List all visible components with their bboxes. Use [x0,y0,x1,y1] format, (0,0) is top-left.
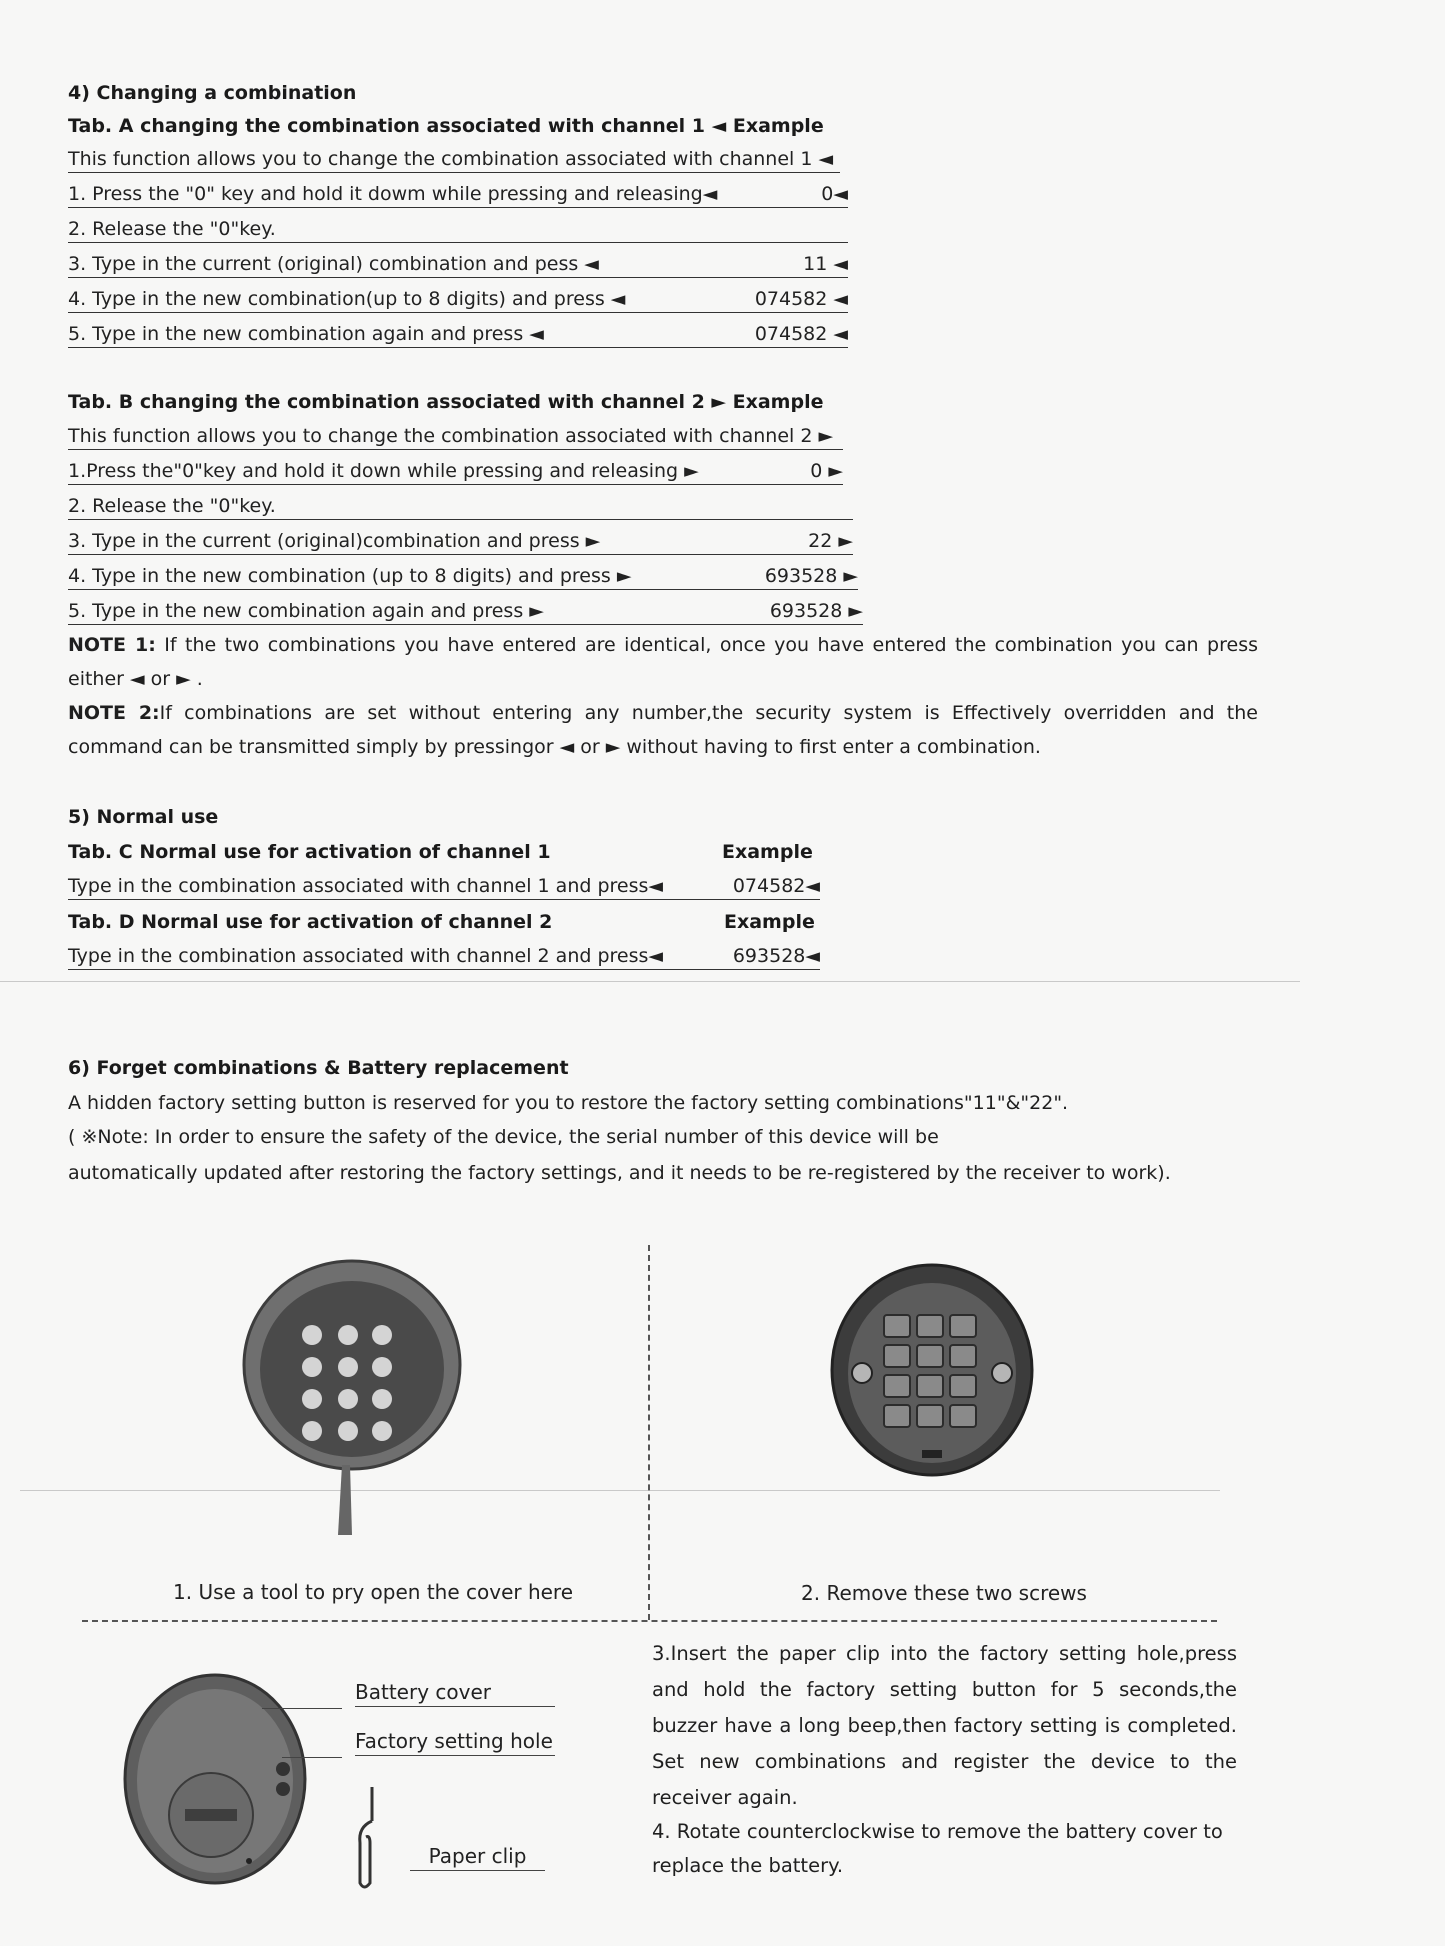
section-6-note-line-2: ( ※Note: In order to ensure the safety of the device, the serial number of this device will be [68,1126,939,1148]
page-fold-line [0,981,1300,982]
row-example: 0 ► [810,460,843,482]
note-1-text: If the two combinations you have entered are identical, once you have entered the combination you can press either ◄ or ► . [68,634,1258,690]
row-example: 0◄ [821,183,848,205]
row-example: 693528 ► [764,565,858,587]
row-text: 2. Release the "0"key. [68,495,276,517]
note-1 [68,628,1258,696]
row-text: 4. Type in the new combination (up to 8 digits) and press ► [68,565,632,587]
tab-d-row [68,944,820,970]
tab-a-row [68,217,848,243]
keypad-back-image [115,1665,315,1895]
figure-divider-horizontal [82,1620,1217,1622]
note-2-text: If combinations are set without entering any number,the security system is Effectively overridden and the command can be transmitted simply by pressingor ◄ or ► without having to first enter a combination. [68,702,1258,758]
row-text: 1. Press the "0" key and hold it dowm while pressing and releasing◄ [68,183,718,205]
tab-b-title: Tab. B changing the combination associated with channel 2 ► Example [68,391,824,413]
row-text: Type in the combination associated with channel 2 and press◄ [68,945,664,967]
tab-c-title: Tab. C Normal use for activation of channel 1 [68,841,551,863]
row-example: 693528 ► [769,600,863,622]
tab-a-row [68,182,848,208]
row-text: 3. Type in the current (original) combination and pess ◄ [68,253,599,275]
keypad-opened-image [822,1255,1042,1485]
keypad-front-image [230,1255,480,1545]
row-text: 2. Release the "0"key. [68,218,276,240]
step-3-text: 3.Insert the paper clip into the factory setting hole,press and hold the factory setting button for 5 seconds,the buzzer have a long beep,then factory setting is completed. Set new combinations and register the device to the receiver again. [652,1642,1237,1809]
row-text: 4. Type in the new combination(up to 8 digits) and press ◄ [68,288,626,310]
tab-a-row [68,252,848,278]
tab-d-example-header: Example [724,911,815,933]
tab-c-row [68,874,820,900]
row-example: 693528◄ [732,945,820,967]
section-6-title: 6) Forget combinations & Battery replacement [68,1057,569,1079]
row-text: 5. Type in the new combination again and press ► [68,600,544,622]
tab-a-row [68,322,848,348]
battery-cover-leader-line [262,1708,342,1709]
section-6-note-line-3: automatically updated after restoring the factory settings, and it needs to be re-registered by the receiver to work). [68,1162,1171,1184]
paper-clip-label: Paper clip [410,1844,545,1871]
row-text: This function allows you to change the combination associated with channel 1 ◄ [68,148,834,170]
tab-b-row [68,459,843,485]
row-example: 11 ◄ [803,253,848,275]
row-example: 074582 ◄ [754,323,848,345]
section-6-line-1: A hidden factory setting button is reserved for you to restore the factory setting combinations"11"&"22". [68,1092,1069,1114]
tab-b-row [68,424,843,450]
row-text: This function allows you to change the combination associated with channel 2 ► [68,425,834,447]
step-4-text: 4. Rotate counterclockwise to remove the battery cover to replace the battery. [652,1820,1223,1877]
row-text: Type in the combination associated with channel 1 and press◄ [68,875,664,897]
row-text: 3. Type in the current (original)combination and press ► [68,530,601,552]
row-text: 5. Type in the new combination again and press ◄ [68,323,544,345]
tab-b-row [68,529,853,555]
tab-a-row [68,147,840,173]
section-5-title: 5) Normal use [68,806,219,828]
note-2-label: NOTE 2: [68,702,160,724]
note-1-label: NOTE 1: [68,634,156,656]
tab-d-title: Tab. D Normal use for activation of channel 2 [68,911,553,933]
row-example: 074582◄ [732,875,820,897]
row-text: 1.Press the"0"key and hold it down while pressing and releasing ► [68,460,699,482]
note-2 [68,696,1258,764]
figure-divider-vertical [648,1245,650,1620]
page-fold-line [20,1490,1220,1491]
tab-c-example-header: Example [722,841,813,863]
tab-b-row [68,564,858,590]
tab-b-row [68,494,853,520]
tab-a-title: Tab. A changing the combination associated with channel 1 ◄ Example [68,115,824,137]
factory-hole-leader-line [282,1757,342,1758]
battery-cover-label: Battery cover [355,1680,555,1707]
tab-a-row [68,287,848,313]
caption-step-1: 1. Use a tool to pry open the cover here [173,1580,574,1604]
row-example: 22 ► [808,530,853,552]
caption-step-2: 2. Remove these two screws [801,1581,1087,1605]
tab-b-row [68,599,863,625]
factory-setting-hole-label: Factory setting hole [355,1729,555,1756]
paper-clip-image [350,1783,390,1893]
section-4-title: 4) Changing a combination [68,82,357,104]
row-example: 074582 ◄ [754,288,848,310]
